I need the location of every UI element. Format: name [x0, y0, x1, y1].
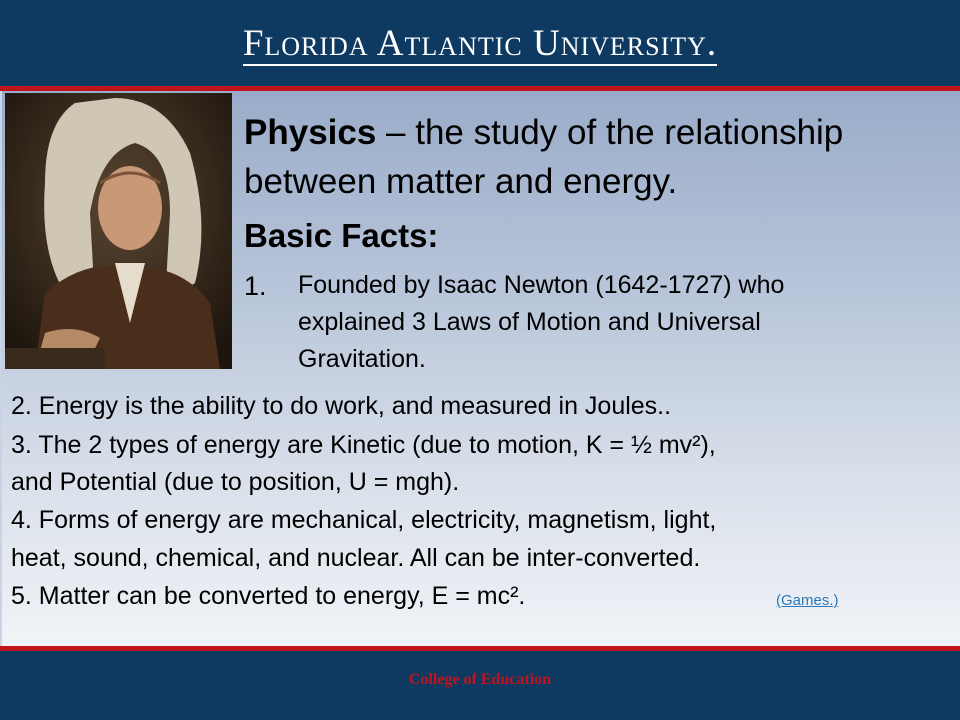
fact2: 2. Energy is the ability to do work, and measured in Joules.. [11, 392, 672, 420]
fact5: 5. Matter can be converted to energy, E = mc². [11, 582, 526, 610]
fact3-line1: 3. The 2 types of energy are Kinetic (due to motion, K = ½ mv²), [11, 431, 716, 459]
games-link[interactable]: (Games.) [776, 592, 839, 609]
fact4-line1: 4. Forms of energy are mechanical, electricity, magnetism, light, [11, 506, 717, 534]
fact1-line2: explained 3 Laws of Motion and Universal [298, 308, 761, 336]
basic-facts-heading: Basic Facts: [244, 217, 439, 254]
university-logo-title: Florida Atlantic University. [242, 23, 718, 64]
newton-portrait [5, 93, 232, 369]
physics-term: Physics [244, 113, 377, 152]
header-bar [0, 0, 960, 86]
fact3-line2: and Potential (due to position, U = mgh). [11, 468, 460, 496]
footer-college-name: College of Education [408, 671, 552, 688]
fact1-number: 1. [244, 271, 267, 301]
fact1-line3: Gravitation. [298, 345, 426, 373]
portrait-image [5, 93, 232, 369]
physics-definition-line1 [244, 113, 843, 153]
definition-text: – the study of the relationship [376, 113, 844, 152]
fact4-line2: heat, sound, chemical, and nuclear. All can be inter-converted. [11, 544, 701, 572]
physics-definition-line2: between matter and energy. [244, 162, 678, 201]
fact1-line1: Founded by Isaac Newton (1642-1727) who [298, 271, 785, 299]
footer-bar [0, 651, 960, 720]
